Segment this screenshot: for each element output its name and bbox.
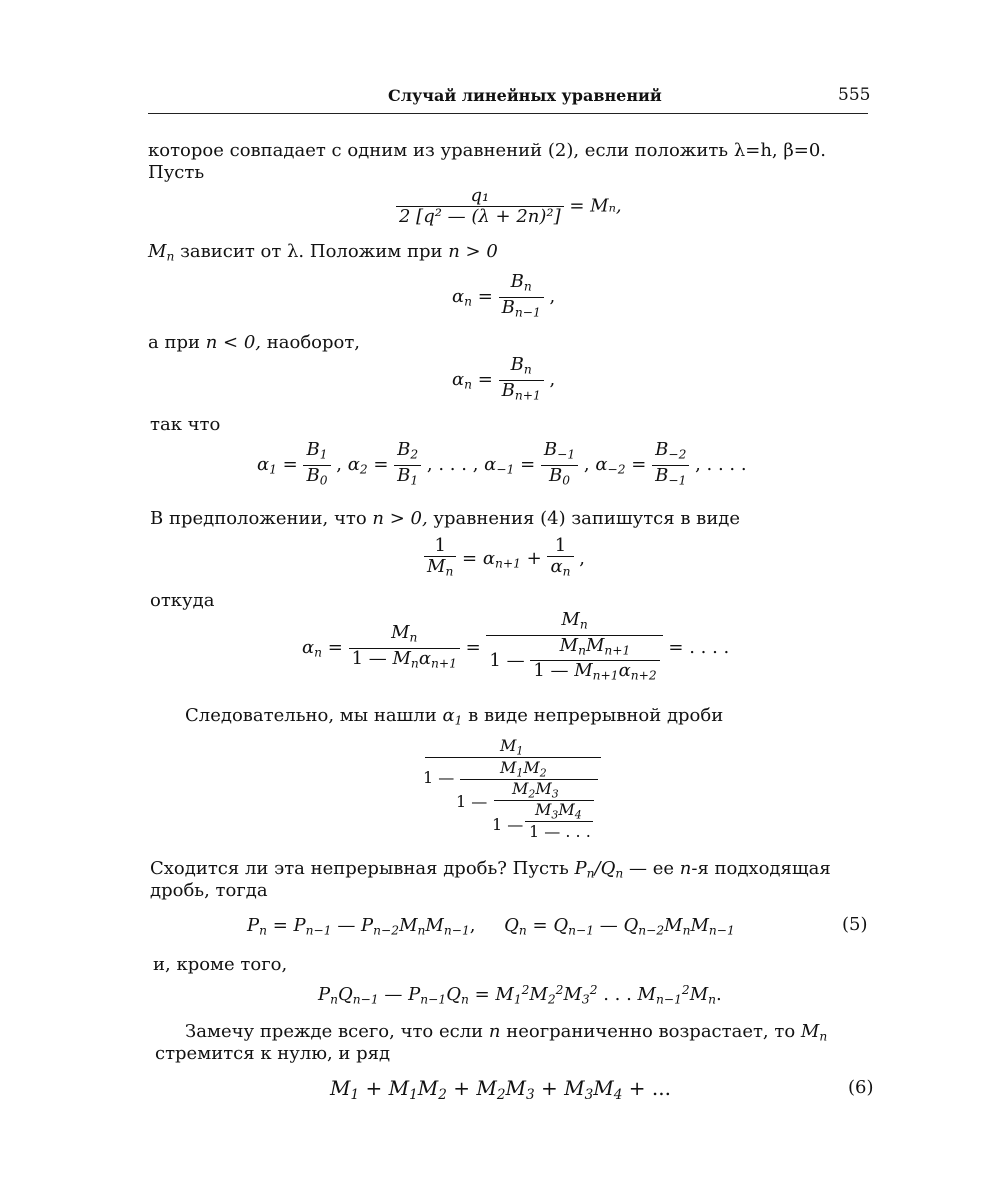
paragraph-1-line-1: которое совпадает с одним из уравнений (2), если положить λ=h, β=0.: [148, 140, 827, 161]
paragraph-2: $M_n$ зависит от λ. Положим при n > 0: [148, 241, 498, 264]
eq-m-rhs: = Mₙ,: [569, 195, 622, 217]
paragraph-3: [148, 332, 360, 354]
equation-alpha-expansion: $\alpha_n$ = $\frac{M_n}{1 — M_n\alpha_{n+1}}$ = $M_n$ 1 — $\frac{M_nM_{n+1}}{1 — M_{n+1}\alpha_{n+2}}$ = . . . .: [302, 609, 730, 684]
paragraph-10-line-2: стремится к нулю, и ряд: [155, 1043, 391, 1064]
paragraph-8-text-a: Сходится ли эта непрерывная дробь? Пусть: [150, 858, 569, 879]
equation-m-definition: [396, 186, 622, 227]
paragraph-7-text-b: в виде непрерывной дроби: [468, 705, 724, 726]
equation-alpha-negative: $\alpha_n$ = $\frac{B_n}{B_{n+1}}$ ,: [452, 354, 556, 403]
cf-level1-num: $M_1$: [500, 736, 524, 758]
equation-5-label: (5): [842, 914, 868, 935]
paragraph-5: [150, 508, 740, 530]
eq-m-numerator: q₁: [396, 186, 564, 207]
paragraph-3-text-a: а при: [148, 332, 200, 353]
cf-level3-one: 1 —: [456, 792, 488, 811]
paragraph-3-condition: n < 0,: [205, 332, 262, 353]
paragraph-8-text-b: — ее: [629, 858, 675, 879]
equation-alpha-list: $\alpha_1$ = $\frac{B_1}{B_0}$ , $\alpha_2$ = $\frac{B_2}{B_1}$ , . . . , $\alpha_{-1}$ = $\frac{B_{-1}}{B_0}$ , $\alpha_{-2}$ = $\frac{B_{-2}}{B_{-1}}$ , . . . .: [257, 439, 747, 488]
paragraph-3-text-b: наоборот,: [266, 332, 361, 353]
paragraph-7-text-a: Следовательно, мы нашли: [185, 705, 437, 726]
paragraph-8-line-2: дробь, тогда: [150, 880, 268, 901]
paragraph-5-condition: n > 0,: [372, 508, 428, 529]
equation-determinant: $P_nQ_{n-1}$ — $P_{n-1}Q_n = M_1^2M_2^2M_3^2$ . . . $M_{n-1}^2M_n$.: [318, 983, 722, 1007]
paragraph-10-text-b: неограниченно возрастает, то: [506, 1021, 796, 1042]
cf-level4-num: $M_3M_4$: [535, 800, 582, 822]
cf-level2-one: 1 —: [423, 768, 455, 787]
paragraph-10-text-a: Замечу прежде всего, что если: [185, 1021, 484, 1042]
expansion-ellipsis: = . . . .: [668, 637, 730, 659]
page-number: 555: [838, 85, 871, 105]
cf-level3-num: $M_2M_3$: [512, 779, 559, 801]
paragraph-10-line-1: Замечу прежде всего, что если n неограниченно возрастает, то $M_n$: [185, 1021, 828, 1044]
paragraph-2-condition: n > 0: [448, 241, 498, 262]
cf-level5-tail: 1 — . . .: [529, 822, 591, 841]
paragraph-1-line-2: Пусть: [148, 162, 205, 183]
running-header-title: Случай линейных уравнений: [388, 86, 662, 105]
eq-m-denominator: 2 [q² — (λ + 2n)²]: [399, 206, 561, 227]
equation-alpha-positive: $\alpha_n$ = $\frac{B_n}{B_{n-1}}$ ,: [452, 271, 556, 320]
paragraph-6: откуда: [150, 590, 215, 611]
header-rule: [148, 113, 868, 114]
paragraph-5-text-a: В предположении, что: [150, 508, 367, 529]
equation-5: $P_n = P_{n-1}$ — $P_{n-2}M_nM_{n-1}$, $Q_n = Q_{n-1}$ — $Q_{n-2}M_nM_{n-1}$: [247, 915, 735, 938]
paragraph-8-line-1: Сходится ли эта непрерывная дробь? Пусть $P_n/Q_n$ — ее n-я подходящая: [150, 858, 831, 881]
paragraph-9: и, кроме того,: [153, 954, 288, 975]
paragraph-4: так что: [150, 414, 221, 435]
paragraph-2-text: зависит от λ. Положим при: [180, 241, 443, 262]
equation-6: $M_1 + M_1M_2 + M_2M_3 + M_3M_4$ + ...: [330, 1076, 671, 1104]
paragraph-5-text-b: уравнения (4) запишутся в виде: [433, 508, 741, 529]
cf-level2-num: $M_1M_2$: [500, 758, 547, 780]
paragraph-8-text-c: -я подходящая: [691, 858, 831, 879]
equation-reciprocal: $\frac{1}{M_n}$ = $\alpha_{n+1}$ + $\frac{1}{\alpha_n}$ ,: [424, 536, 585, 582]
equation-6-label: (6): [848, 1077, 874, 1098]
cf-level4-one: 1 —: [492, 815, 524, 834]
paragraph-7: Следовательно, мы нашли $\alpha_1$ в виде непрерывной дроби: [185, 705, 724, 728]
